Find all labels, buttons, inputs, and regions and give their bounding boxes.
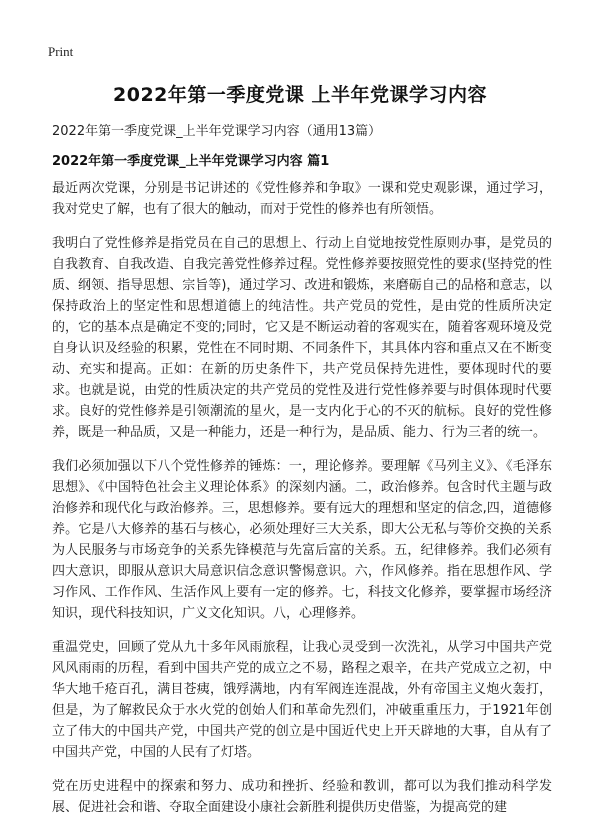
paragraph-2: 我明白了党性修养是指党员在自己的思想上、行动上自觉地按党性原则办事，是党员的自我教育、自我改造、自我完善党性修养过程。党性修养要按照党性的要求(坚持党的性质、纲领、指导思想、宗旨等)，通过学习、改进和锻炼，来磨砺自己的品格和意志，以保持政治上的坚定性和思想道德上的纯洁性。共产党员的党性，是由党的性质所决定的，它的基本点是确定不变的;同时，它又是不断运动着的客观实在，随着客观环境及党自身认识及经验的积累，党性在不同时期、不同条件下，其具体内容和重点又在不断变动、充实和提高。正如：在新的历史条件下，共产党员保持先进性，要体现时代的要求。也就是说，由党的性质决定的共产党员的党性及进行党性修养要与时俱体现时代要求。良好的党性修养是引领潮流的星火，是一支内化于心的不灭的航标。良好的党性修养，既是一种品质，又是一种能力，还是一种行为，是品质、能力、行为三者的统一。 bbox=[52, 236, 552, 440]
paragraph-5: 党在历史进程中的探索和努力、成功和挫折、经验和教训，都可以为我们推动科学发展、促进社会和谐、夺取全面建设小康社会新胜利提供历史借鉴，为提高党的建 bbox=[52, 779, 552, 815]
document-body bbox=[52, 178, 552, 828]
paragraph-1: 最近两次党课，分别是书记讲述的《党性修养和争取》一课和党史观影课，通过学习，我对党史了解，也有了很大的触动，而对于党性的修养也有所领悟。 bbox=[52, 181, 552, 217]
print-label: Print bbox=[48, 44, 74, 59]
document-title: 2022年第一季度党课 上半年党课学习内容 bbox=[113, 84, 487, 106]
section-heading: 2022年第一季度党课_上半年党课学习内容 篇1 bbox=[52, 154, 330, 169]
document-subtitle: 2022年第一季度党课_上半年党课学习内容（通用13篇） bbox=[52, 124, 382, 139]
paragraph-4: 重温党史，回顾了党从九十多年风雨旅程，让我心灵受到一次洗礼，从学习中国共产党风风雨雨的历程，看到中国共产党的成立之不易，路程之艰辛，在共产党成立之初，中华大地千疮百孔，满目苍痍，饿殍满地，内有军阀连连混战，外有帝国主义炮火轰打，但是，为了解救民众于水火党的创始人们和革命先烈们，冲破重重压力，于1921年创立了伟大的中国共产党，中国共产党的创立是中国近代史上开天辟地的大事，自从有了中国共产党，中国的人民有了灯塔。 bbox=[52, 640, 552, 760]
paragraph-3: 我们必须加强以下八个党性修养的锤炼：一，理论修养。要理解《马列主义》、《毛泽东思想》、《中国特色社会主义理论体系》的深刻内涵。二，政治修养。包含时代主题与政治修养和现代化与政治修养。三，思想修养。要有远大的理想和坚定的信念,四，道德修养。它是八大修养的基石与核心，必须处理好三大关系，即大公无私与等价交换的关系为人民服务与市场竞争的关系先锋模范与先富后富的关系。五，纪律修养。我们必须有四大意识，即服从意识大局意识信念意识警惕意识。六，作风修养。指在思想作风、学习作风、工作作风、生活作风上要有一定的修养。七，科技文化修养，要掌握市场经济知识，现代科技知识，广义文化知识。八，心理修养。 bbox=[52, 459, 552, 621]
